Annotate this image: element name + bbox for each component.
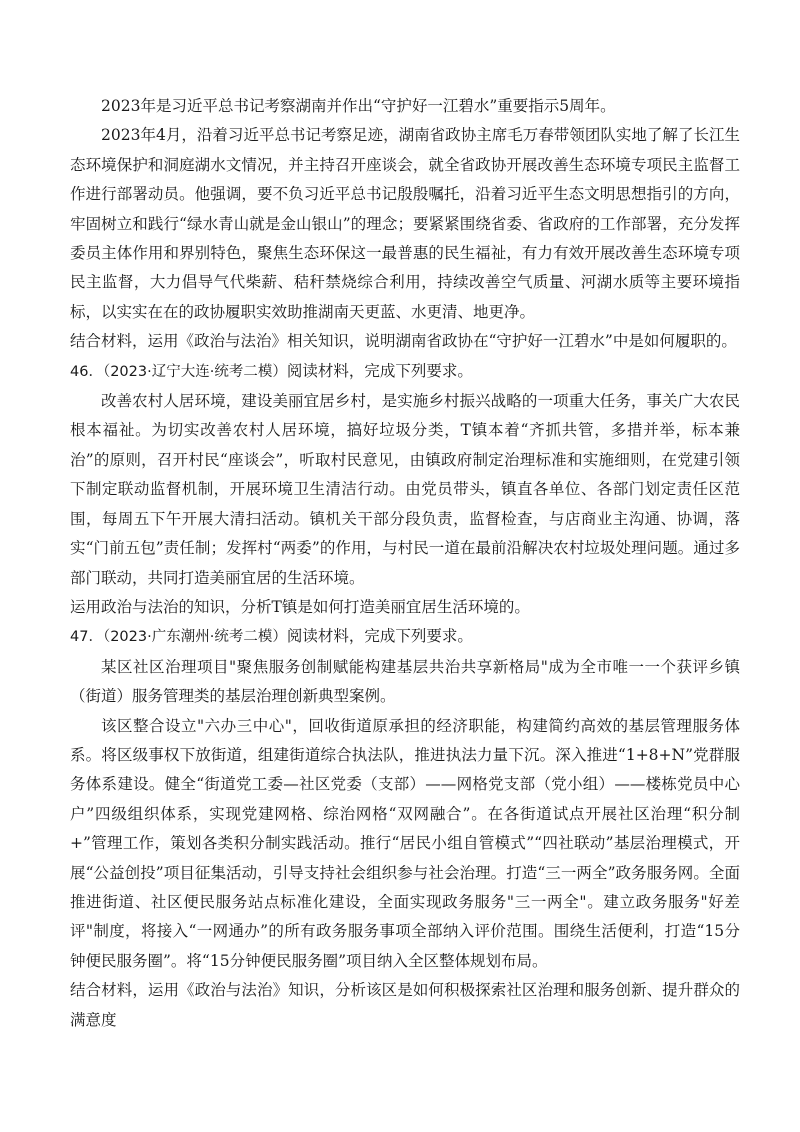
q47-heading xyxy=(70,622,740,652)
q46-instruction: 阅读材料，完成下列要求。 xyxy=(286,361,473,380)
q46-question: 运用政治与法治的知识，分析T镇是如何打造美丽宜居生活环境的。 xyxy=(70,597,530,616)
q46-number: 46． xyxy=(70,363,103,380)
q46-source: （2023·辽宁大连·统考二模） xyxy=(102,363,287,380)
q46-section xyxy=(70,357,740,623)
q45-section xyxy=(70,92,740,357)
q47-instruction: 阅读材料，完成下列要求。 xyxy=(286,627,473,646)
q46-material-paragraph-1: 改善农村人居环境，建设美丽宜居乡村，是实施乡村振兴战略的一项重大任务，事关广大农民根本福祉。为切实改善农村人居环境，搞好垃圾分类，T镇本着“齐抓共管，多措并举，标本兼治”的原则，召开村民“座谈会”，听取村民意见，由镇政府制定治理标准和实施细则，在党建引领下制定联动监督机制，开展环境卫生清洁行动。由党员带头，镇直各单位、各部门划定责任区范围，每周五下午开展大清扫活动。镇机关干部分段负责，监督检查，与店商业主沟通、协调，落实“门前五包”责任制；发挥村“两委”的作用，与村民一道在最前沿解决农村垃圾处理问题。通过多部门联动，共同打造美丽宜居的生活环境。 xyxy=(70,392,740,587)
q47-material-paragraph-2: 该区整合设立"六办三中心"，回收街道原承担的经济职能，构建简约高效的基层管理服务体系。将区级事权下放街道，组建街道综合执法队，推进执法力量下沉。深入推进“1+8+N”党群服务体系建设。健全“街道党工委—社区党委（支部）——网格党支部（党小组）——楼栋党员中心户”四级组织体系，实现党建网格、综治网格“双网融合”。在各街道试点开展社区治理“积分制+”管理工作，策划各类积分制实践活动。推行“居民小组自管模式”“四社联动”基层治理模式，开展“公益创投”项目征集活动，引导支持社会组织参与社会治理。打造“三一两全”政务服务网。全面推进街道、社区便民服务站点标准化建设，全面实现政务服务"三一两全"。建立政务服务"好差评"制度，将接入“一网通办”的所有政务服务事项全部纳入评价范围。围绕生活便利，打造“15分钟便民服务圈”。将“15分钟便民服务圈”项目纳入全区整体规划布局。 xyxy=(70,716,740,970)
document-page xyxy=(70,92,740,1035)
q45-material-paragraph-1: 2023年是习近平总书记考察湖南并作出“守护好一江碧水”重要指示5周年。 xyxy=(101,97,616,115)
q47-material-paragraph-1: 某区社区治理项目"聚焦服务创制赋能构建基层共治共享新格局"成为全市唯一一个获评乡镇（街道）服务管理类的基层治理创新典型案例。 xyxy=(70,657,740,706)
q47-source: （2023·广东潮州·统考二模） xyxy=(102,629,287,646)
q45-material-paragraph-2: 2023年4月，沿着习近平总书记考察足迹，湖南省政协主席毛万春带领团队实地了解了长江生态环境保护和洞庭湖水文情况，并主持召开座谈会，就全省政协开展改善生态环境专项民主监督工作进行部署动员。他强调，要不负习近平总书记殷殷嘱托，沿着习近平生态文明思想指引的方向，牢固树立和践行“绿水青山就是金山银山”的理念；要紧紧围绕省委、省政府的工作部署，充分发挥委员主体作用和界别特色，聚焦生态环保这一最普惠的民生福祉，有力有效开展改善生态环境专项民主监督，大力倡导气代柴薪、秸秆禁烧综合利用，持续改善空气质量、河湖水质等主要环境指标，以实实在在的政协履职实效助推湖南天更蓝、水更清、地更净。 xyxy=(70,126,740,321)
q47-question: 结合材料，运用《政治与法治》知识，分析该区是如何积极探索社区治理和服务创新、提升群众的满意度 xyxy=(70,981,740,1029)
q46-heading xyxy=(70,357,740,387)
q47-section xyxy=(70,622,740,1035)
q45-question: 结合材料，运用《政治与法治》相关知识，说明湖南省政协在“守护好一江碧水”中是如何履职的。 xyxy=(70,332,737,351)
q47-number: 47． xyxy=(70,629,103,646)
